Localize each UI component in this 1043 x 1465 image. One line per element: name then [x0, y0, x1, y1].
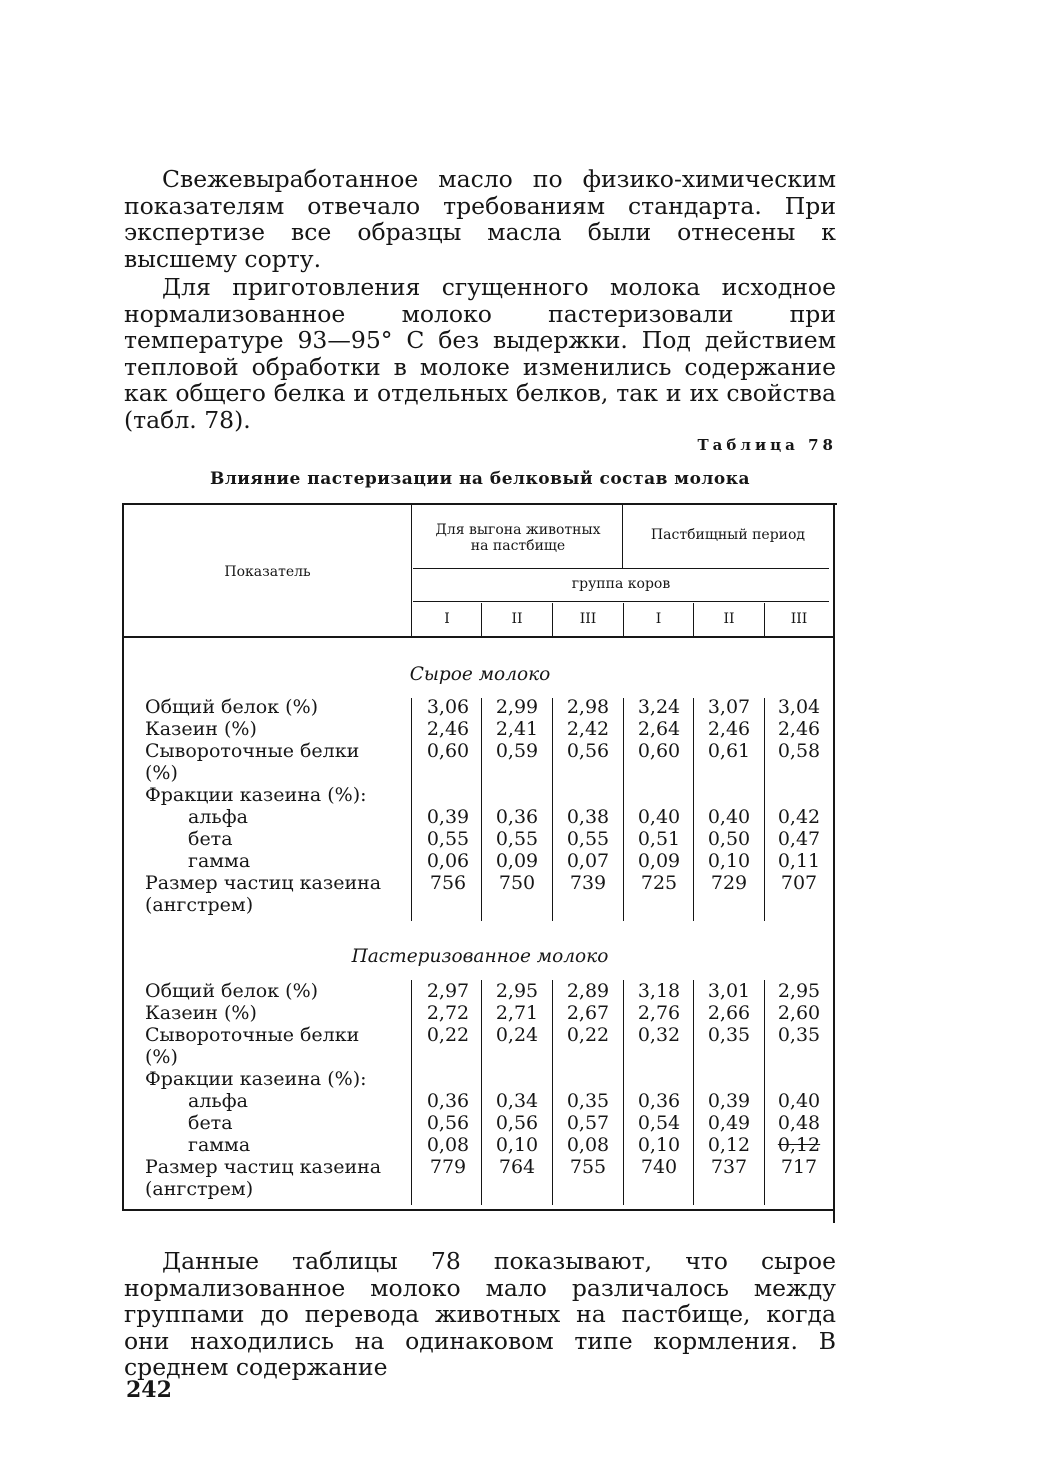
table-cell: 2,66: [707, 1002, 751, 1024]
table-cell: 0,55: [566, 828, 610, 850]
row-label: Сывороточные белки (%): [145, 740, 360, 784]
table-cell: 725: [640, 872, 678, 894]
table-cell: 0,55: [426, 828, 470, 850]
col-sep-body: [411, 698, 412, 921]
paragraph-table-analysis: Данные таблицы 78 показывают, что сырое нормализованное молоко мало различалось между группами до перевода животных на пастбище, когда они находились на одинаковом типе кормления. В среднем содержание: [124, 1247, 836, 1381]
table-cell: 764: [498, 1156, 536, 1178]
paragraph-butter-quality: Свежевыработанное масло по физико-химическим показателям отвечало требованиям стандарта. При экспертизе все образцы масла были отнесены к высшему сорту.: [124, 165, 836, 273]
table-cell: 0,40: [637, 806, 681, 828]
header-cow-group: группа коров: [571, 576, 671, 592]
table-cell: 0,40: [777, 1090, 821, 1112]
table-cell: 2,89: [566, 980, 610, 1002]
section-raw-milk: Сырое молоко: [409, 664, 551, 685]
row-label: альфа: [188, 806, 248, 828]
table-cell: 2,71: [495, 1002, 539, 1024]
table-cell: 2,60: [777, 1002, 821, 1024]
header-col-2: II: [511, 611, 523, 627]
table-cell: 0,38: [566, 806, 610, 828]
header-indicator: Показатель: [224, 564, 311, 580]
header-bottom-rule: [122, 636, 835, 638]
table-cell: 0,60: [637, 740, 681, 762]
table-cell: 0,50: [707, 828, 751, 850]
row-label: Казеин (%): [145, 718, 257, 740]
page-number: 242: [126, 1377, 172, 1403]
table-cell: 2,46: [777, 718, 821, 740]
table-cell: 2,41: [495, 718, 539, 740]
row-label: гамма: [188, 850, 251, 872]
table-cell: 0,58: [777, 740, 821, 762]
table-cell: 0,56: [495, 1112, 539, 1134]
table-cell: 0,56: [426, 1112, 470, 1134]
table-cell: 0,10: [637, 1134, 681, 1156]
table-title: Влияние пастеризации на белковый состав молока: [209, 469, 751, 489]
table-cell: 0,06: [426, 850, 470, 872]
table-cell: 0,36: [426, 1090, 470, 1112]
paragraph-condensed-milk: Для приготовления сгущенного молока исходное нормализованное молоко пастеризовали при температуре 93—95° С без выдержки. Под действием тепловой обработки в молоке изменились содержание как общего белка и отдельных белков, так и их свойства (табл. 78).: [124, 273, 836, 434]
row-label: Фракции казеина (%):: [145, 1068, 367, 1090]
table-cell: 0,61: [707, 740, 751, 762]
table-cell: 0,42: [777, 806, 821, 828]
table-cell: 2,76: [637, 1002, 681, 1024]
table-cell: 0,24: [495, 1024, 539, 1046]
table-cell: 3,07: [707, 696, 751, 718]
header-col-6: III: [790, 611, 808, 627]
row-label: Казеин (%): [145, 1002, 257, 1024]
table-cell: 3,01: [707, 980, 751, 1002]
header-period-pasture: Пастбищный период: [650, 527, 806, 543]
table-cell: 729: [710, 872, 748, 894]
table-cell: 2,42: [566, 718, 610, 740]
table-cell: 0,39: [707, 1090, 751, 1112]
table-cell: 0,08: [566, 1134, 610, 1156]
table-cell: 2,95: [495, 980, 539, 1002]
table-cell: 0,32: [637, 1024, 681, 1046]
table-cell: 2,95: [777, 980, 821, 1002]
table-cell: 3,06: [426, 696, 470, 718]
header-vrule: [411, 505, 412, 637]
table-cell: 0,35: [566, 1090, 610, 1112]
header-group-rule: [413, 568, 829, 569]
table-cell: 707: [780, 872, 818, 894]
table-cell: 0,35: [707, 1024, 751, 1046]
table-cell: 0,07: [566, 850, 610, 872]
table-cell: 0,22: [426, 1024, 470, 1046]
table-label: Таблица 78: [697, 436, 837, 454]
table-cell: 0,59: [495, 740, 539, 762]
row-label: Размер частиц казеина (ангстрем): [145, 1156, 382, 1200]
table-cell: 0,36: [495, 806, 539, 828]
table-cell: 0,54: [637, 1112, 681, 1134]
table-cell: 779: [429, 1156, 467, 1178]
table-cell: 0,47: [777, 828, 821, 850]
table-cell: 0,55: [495, 828, 539, 850]
table-cell: 0,56: [566, 740, 610, 762]
table-cell: 3,04: [777, 696, 821, 718]
header-col-5: II: [723, 611, 735, 627]
row-label: Фракции казеина (%):: [145, 784, 367, 806]
table-bottom-rule: [122, 1209, 835, 1211]
row-label: Размер частиц казеина (ангстрем): [145, 872, 382, 916]
table-cell: 756: [429, 872, 467, 894]
table-cell: 0,36: [637, 1090, 681, 1112]
table-cell: 0,12: [707, 1134, 751, 1156]
table-cell: 0,11: [777, 850, 821, 872]
row-label: Общий белок (%): [145, 980, 319, 1002]
table-cell: 2,64: [637, 718, 681, 740]
table-cell: 0,12: [777, 1134, 821, 1156]
table-cell: 740: [640, 1156, 678, 1178]
col-sep-body: [411, 980, 412, 1205]
table-cell: 3,18: [637, 980, 681, 1002]
table-cell: 717: [780, 1156, 818, 1178]
table-cell: 2,72: [426, 1002, 470, 1024]
header-col-4: I: [655, 611, 662, 627]
table-cell: 0,51: [637, 828, 681, 850]
table-cell: 0,10: [707, 850, 751, 872]
table-top-rule: [122, 503, 837, 505]
table-cell: 2,98: [566, 696, 610, 718]
table-cell: 3,24: [637, 696, 681, 718]
table-cell: 0,22: [566, 1024, 610, 1046]
table-cell: 2,99: [495, 696, 539, 718]
table-cell: 0,39: [426, 806, 470, 828]
table-cell: 0,34: [495, 1090, 539, 1112]
table-cell: 0,10: [495, 1134, 539, 1156]
table-cell: 2,46: [426, 718, 470, 740]
table-cell: 0,60: [426, 740, 470, 762]
table-cell: 0,49: [707, 1112, 751, 1134]
table-cell: 0,09: [495, 850, 539, 872]
row-label: альфа: [188, 1090, 248, 1112]
table-cell: 0,57: [566, 1112, 610, 1134]
row-label: Общий белок (%): [145, 696, 319, 718]
table-cell: 0,35: [777, 1024, 821, 1046]
row-label: Сывороточные белки (%): [145, 1024, 360, 1068]
table-cell: 755: [569, 1156, 607, 1178]
row-label: бета: [188, 1112, 233, 1134]
table-left-rule: [122, 503, 124, 1211]
table-cell: 0,08: [426, 1134, 470, 1156]
table-cell: 739: [569, 872, 607, 894]
header-col-1: I: [444, 611, 450, 627]
table-cell: 2,97: [426, 980, 470, 1002]
table-cell: 2,46: [707, 718, 751, 740]
header-period-divider: [622, 505, 623, 568]
row-label: бета: [188, 828, 233, 850]
header-period-pre-pasture: Для выгона животных на пастбище: [435, 522, 601, 554]
table-cell: 2,67: [566, 1002, 610, 1024]
header-cols-rule: [413, 601, 829, 602]
table-cell: 0,48: [777, 1112, 821, 1134]
section-pasteurized-milk: Пастеризованное молоко: [351, 946, 609, 967]
table-cell: 0,40: [707, 806, 751, 828]
table-cell: 737: [710, 1156, 748, 1178]
table-cell: 0,09: [637, 850, 681, 872]
header-col-3: III: [579, 611, 597, 627]
table-cell: 750: [498, 872, 536, 894]
row-label: гамма: [188, 1134, 251, 1156]
